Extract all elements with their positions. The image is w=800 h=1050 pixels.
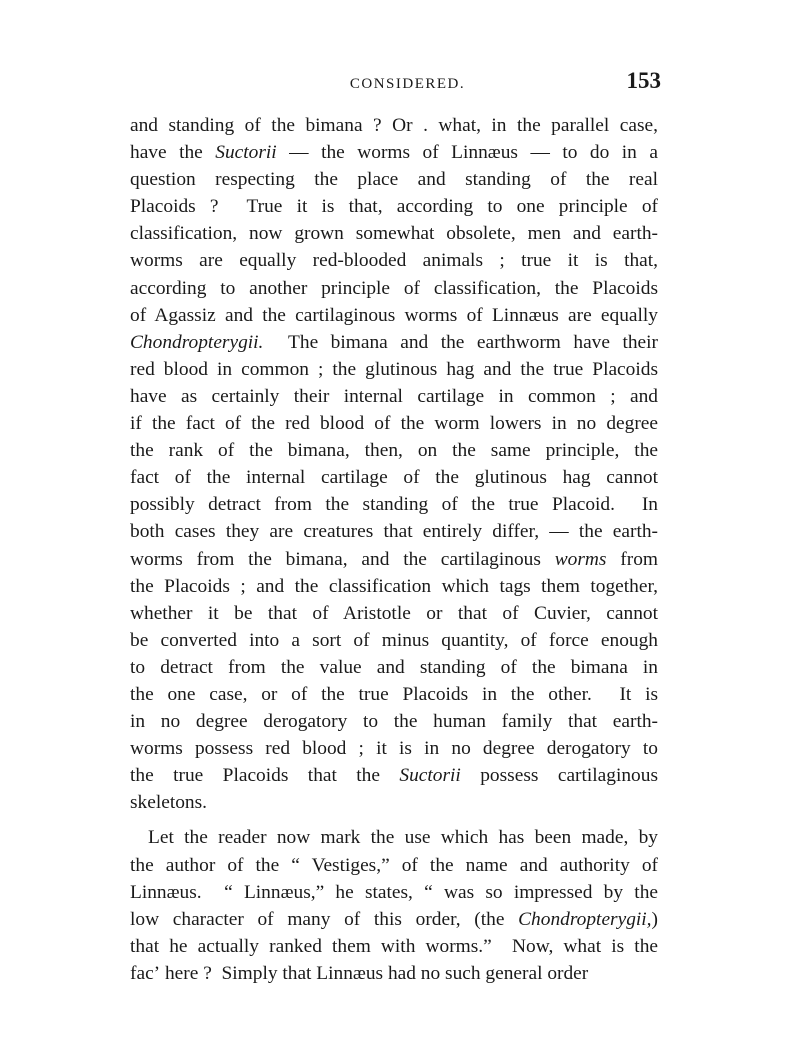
page-number: 153: [626, 68, 661, 93]
text-segment: from: [606, 548, 658, 570]
text-line: [130, 329, 658, 356]
text-line: [130, 491, 658, 518]
text-line: [130, 410, 658, 437]
text-line: [130, 852, 658, 879]
paragraph: [130, 824, 658, 987]
text-segment: possibly detract from the standing of the true Placoid. In: [130, 494, 658, 516]
text-segment: be converted into a sort of minus quantity, of force enough: [130, 629, 658, 651]
text-segment: worms possess red blood ; it is in no degree derogatory to: [130, 738, 658, 760]
text-line: [130, 437, 658, 464]
text-segment: have as certainly their internal cartilage in common ; and: [130, 385, 658, 407]
text-segment: to detract from the value and standing of the bimana in: [130, 656, 658, 678]
italic-text: Suctorii: [215, 142, 277, 164]
italic-text: worms: [554, 548, 607, 570]
text-segment: of Agassiz and the cartilaginous worms of Linnæus are equally: [130, 304, 658, 326]
text-line: [130, 708, 658, 735]
text-line: [130, 383, 658, 410]
text-line: [130, 193, 658, 220]
text-line: [130, 356, 658, 383]
text-line: [130, 789, 658, 816]
text-segment: and standing of the bimana ? Or . what, in the parallel case,: [130, 115, 658, 136]
text-segment: fact of the internal cartilage of the glutinous hag cannot: [130, 467, 658, 489]
text-segment: if the fact of the red blood of the worm lowers in no degree: [130, 413, 658, 435]
text-line: [130, 933, 658, 960]
text-line: [130, 166, 658, 193]
text-segment: red blood in common ; the glutinous hag and the true Placoids: [130, 358, 658, 380]
text-segment: the rank of the bimana, then, on the same principle, the: [130, 440, 658, 462]
text-line: [130, 762, 658, 789]
text-line: [130, 275, 658, 302]
text-segment: according to another principle of classification, the Placoids: [130, 277, 658, 299]
text-segment: in no degree derogatory to the human family that earth-: [130, 711, 658, 733]
text-segment: Placoids ? True it is that, according to one principle of: [130, 196, 658, 218]
text-segment: Let the reader now mark the use which has been made, by: [148, 827, 658, 849]
text-line: [130, 879, 658, 906]
text-line: [130, 464, 658, 491]
text-segment: question respecting the place and standing of the real: [130, 169, 658, 191]
running-title: CONSIDERED.: [349, 76, 466, 92]
paragraph: [130, 112, 658, 816]
text-segment: The bimana and the earthworm have their: [263, 331, 658, 353]
text-segment: both cases they are creatures that entirely differ, — the earth-: [130, 521, 658, 543]
text-line: [130, 906, 658, 933]
text-segment: possess cartilaginous: [460, 765, 658, 787]
text-line: [130, 247, 658, 274]
text-line: [130, 302, 658, 329]
text-segment: the author of the “ Vestiges,” of the name and authority of: [130, 854, 658, 876]
running-head: [130, 68, 665, 98]
italic-text: Chondropterygii.: [130, 331, 264, 353]
text-line: [130, 627, 658, 654]
italic-text: Suctorii: [399, 765, 461, 787]
text-segment: have the: [130, 142, 216, 164]
body-text: [130, 112, 658, 987]
text-segment: worms from the bimana, and the cartilaginous: [130, 548, 555, 570]
text-segment: that he actually ranked them with worms.” Now, what is the: [130, 935, 658, 957]
text-line: [130, 546, 658, 573]
text-line: [130, 681, 658, 708]
text-line: [130, 654, 658, 681]
text-segment: classification, now grown somewhat obsolete, men and earth-: [130, 223, 658, 245]
text-line: [130, 573, 658, 600]
text-segment: low character of many of this order, (the: [130, 908, 519, 930]
text-line: [130, 139, 658, 166]
text-line: [130, 735, 658, 762]
text-segment: worms are equally red-blooded animals ; true it is that,: [130, 250, 658, 272]
text-segment: facʼ here ? Simply that Linnæus had no such general order: [130, 962, 589, 984]
text-segment: the Placoids ; and the classification which tags them together,: [130, 575, 658, 597]
text-segment: the true Placoids that the: [130, 765, 400, 787]
text-segment: skeletons.: [130, 792, 208, 814]
text-line: [130, 600, 658, 627]
text-line: [130, 960, 658, 987]
text-segment: ): [651, 908, 658, 930]
text-line: [130, 518, 658, 545]
text-line: [130, 220, 658, 247]
italic-text: Chondropterygii,: [518, 908, 652, 930]
text-segment: the one case, or of the true Placoids in the other. It is: [130, 683, 658, 705]
text-line: [130, 824, 658, 851]
text-segment: — the worms of Linnæus — to do in a: [276, 142, 658, 164]
text-segment: whether it be that of Aristotle or that of Cuvier, cannot: [130, 602, 658, 624]
text-segment: Linnæus. “ Linnæus,” he states, “ was so impressed by the: [130, 881, 658, 903]
text-line: [130, 112, 658, 139]
